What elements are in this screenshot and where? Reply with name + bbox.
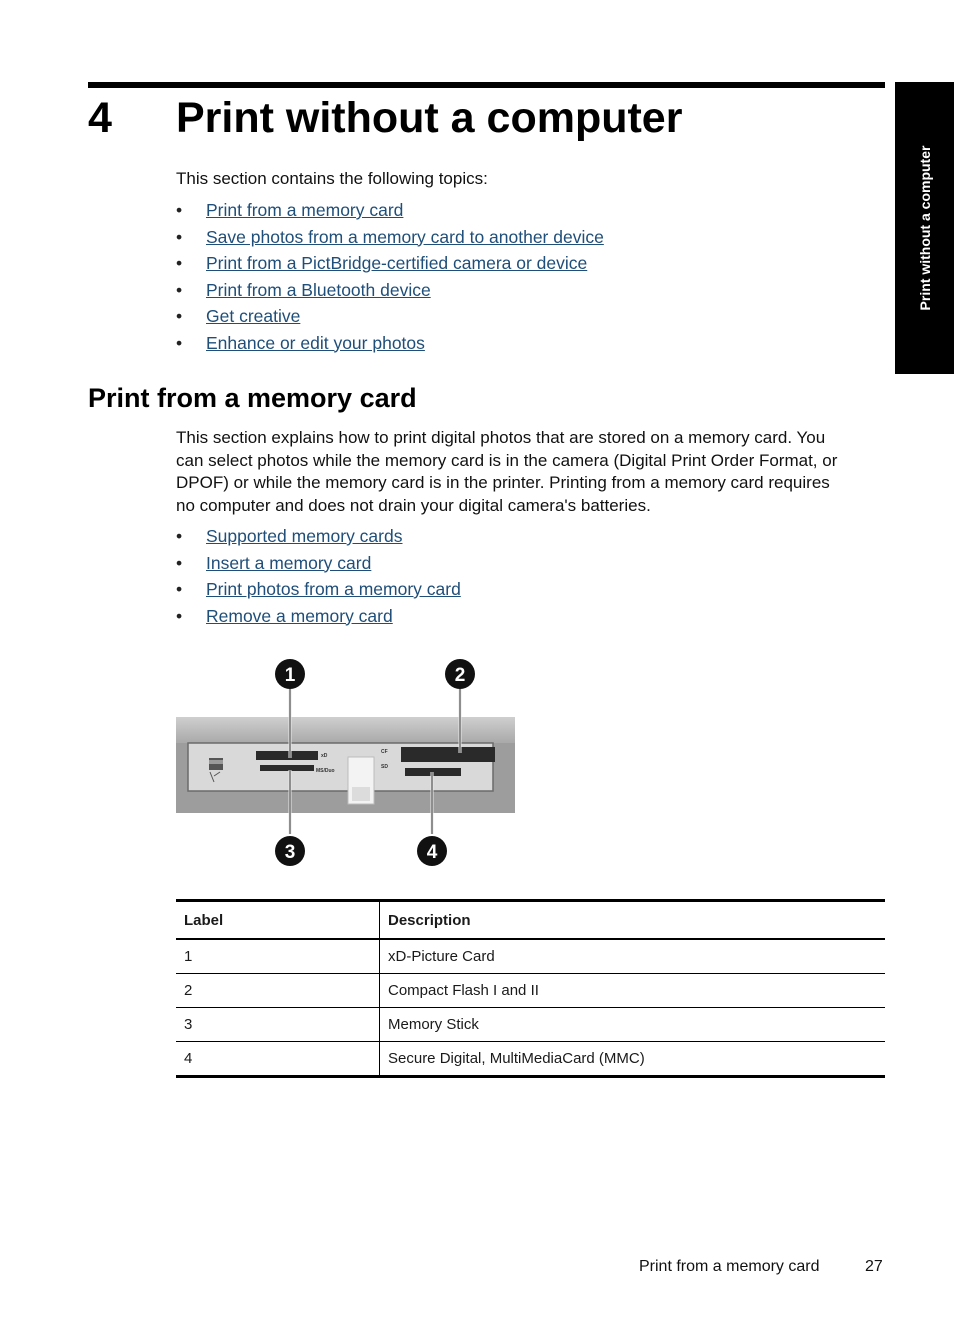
topic-link-save-photos[interactable]: Save photos from a memory card to another device [206, 226, 604, 247]
topic-link-get-creative[interactable]: Get creative [206, 306, 301, 326]
section-body [176, 427, 837, 517]
table-row [176, 1042, 885, 1077]
slot-mark-cf: CF [381, 749, 388, 755]
table-cell-label: 1 [176, 939, 380, 974]
table-cell-label: 2 [176, 974, 380, 1008]
printer-front-panel [176, 717, 515, 813]
intro-text: This section contains the following topics: [176, 169, 488, 188]
link-remove-memory-card[interactable]: Remove a memory card [206, 605, 393, 626]
footer-section-title: Print from a memory card [639, 1258, 820, 1275]
section-body-line: no computer and does not drain your digital camera's batteries. [176, 495, 651, 515]
callout-2-number: 2 [454, 665, 466, 686]
table-cell-description: Compact Flash I and II [380, 974, 886, 1008]
section-title: Print from a memory card [88, 383, 417, 413]
slot-mark-xd: xD [321, 753, 328, 759]
table-cell-label: 3 [176, 1008, 380, 1042]
section-body-line: can select photos while the memory card is in the camera (Digital Print Order Format, or [176, 450, 838, 470]
link-print-photos[interactable]: Print photos from a memory card [206, 579, 461, 599]
topic-link-memory-card[interactable]: Print from a memory card [206, 200, 404, 220]
memory-card-slots-figure [176, 656, 516, 868]
section-body-line: DPOF) or while the memory card is in the printer. Printing from a memory card requires [176, 473, 830, 492]
link-insert-memory-card[interactable]: Insert a memory card [206, 552, 372, 573]
table-row [176, 939, 885, 974]
callout-3 [275, 836, 305, 866]
table-header-label: Label [176, 901, 380, 940]
callout-3-number: 3 [284, 842, 296, 863]
chapter-title-text: Print without a computer [176, 94, 683, 142]
table-cell-description: Memory Stick [380, 1008, 886, 1042]
table-header-row [176, 901, 885, 940]
table-cell-description: Secure Digital, MultiMediaCard (MMC) [380, 1042, 886, 1077]
callout-2 [445, 659, 475, 689]
slot-mark-ms: MS/Duo [316, 768, 335, 774]
table-row [176, 1008, 885, 1042]
table-row [176, 974, 885, 1008]
table-cell-label: 4 [176, 1042, 380, 1077]
table-header-description: Description [380, 901, 886, 940]
label-description-table [176, 899, 885, 1078]
callout-1-number: 1 [284, 665, 296, 686]
section-body-line: This section explains how to print digital photos that are stored on a memory card. You [176, 428, 826, 447]
chapter-number: 4 [88, 94, 112, 142]
chapter-top-rule [88, 82, 885, 88]
topic-link-enhance-photos[interactable]: Enhance or edit your photos [206, 332, 425, 353]
footer-page-number: 27 [865, 1258, 883, 1275]
table-cell-description: xD-Picture Card [380, 939, 886, 974]
callout-4-number: 4 [426, 842, 438, 863]
side-tab-label: Print without a computer [916, 145, 933, 311]
callout-1 [275, 659, 305, 689]
topic-link-bluetooth[interactable]: Print from a Bluetooth device [206, 279, 431, 300]
side-tab [895, 82, 954, 374]
chapter-title [88, 92, 682, 144]
slot-mark-sd: SD [381, 764, 388, 770]
topic-link-pictbridge[interactable]: Print from a PictBridge-certified camera or device [206, 253, 588, 273]
callout-4 [417, 836, 447, 866]
link-supported-memory-cards[interactable]: Supported memory cards [206, 526, 403, 546]
